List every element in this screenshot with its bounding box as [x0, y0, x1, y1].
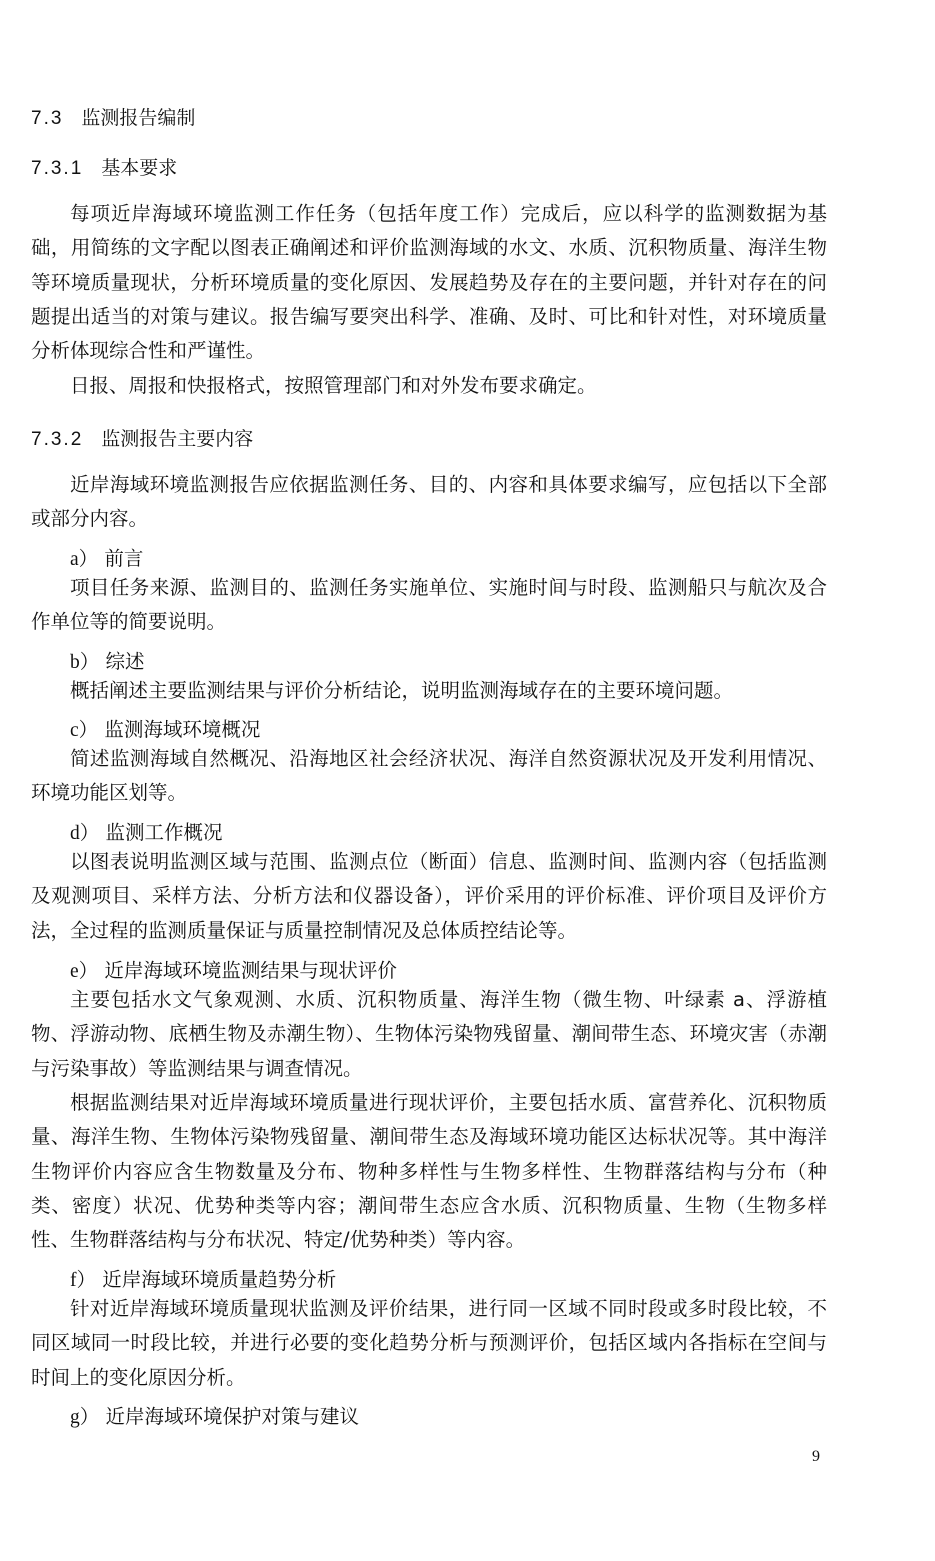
paragraph-item-a: 项目任务来源、监测目的、监测任务实施单位、实施时间与时段、监测船只与航次及合作单位等的简要说明。: [31, 576, 827, 634]
paragraph-item-f: 针对近岸海域环境质量现状监测及评价结果，进行同一区域不同时段或多时段比较，不同区域同一时段比较，并进行必要的变化趋势分析与预测评价，包括区域内各指标在空间与时间上的变化原因分析。: [31, 1297, 827, 1389]
paragraph-content-intro: 近岸海域环境监测报告应依据监测任务、目的、内容和具体要求编写，应包括以下全部或部分内容。: [31, 473, 827, 531]
item-label: 综述: [105, 650, 145, 673]
paragraph-report-formats: 日报、周报和快报格式，按照管理部门和对外发布要求确定。: [70, 374, 597, 397]
item-label: 近岸海域环境监测结果与现状评价: [104, 959, 397, 982]
list-item-b: [70, 646, 144, 674]
paragraph-item-c: 简述监测海域自然概况、沿海地区社会经济状况、海洋自然资源状况及开发利用情况、环境功能区划等。: [31, 747, 827, 805]
paragraph-item-d: 以图表说明监测区域与范围、监测点位（断面）信息、监测时间、监测内容（包括监测及观测项目、采样方法、分析方法和仪器设备），评价采用的评价标准、评价项目及评价方法，全过程的监测质量保证与质量控制情况及总体质控结论等。: [31, 850, 827, 942]
item-label: 近岸海域环境质量趋势分析: [102, 1268, 337, 1291]
section-number: 7.3: [31, 108, 64, 129]
list-item-f: [70, 1264, 336, 1292]
page-number: 9: [812, 1448, 820, 1465]
list-item-c: [70, 714, 260, 742]
item-label: 监测海域环境概况: [104, 718, 261, 741]
list-item-d: [70, 817, 222, 845]
item-marker: a）: [70, 549, 99, 570]
item-label: 前言: [104, 547, 144, 570]
paragraph-item-e-2: 根据监测结果对近岸海域环境质量进行现状评价，主要包括水质、富营养化、沉积物质量、海洋生物、生物体污染物残留量、潮间带生态及海域环境功能区达标状况等。其中海洋生物评价内容应含生物数量及分布、物种多样性与生物多样性、生物群落结构与分布（种类、密度）状况、优势种类等内容；潮间带生态应含水质、沉积物质量、生物（生物多样性、生物群落结构与分布状况、特定/优势种类）等内容。: [31, 1091, 827, 1252]
section-title: 监测报告主要内容: [101, 428, 254, 450]
item-marker: d）: [70, 823, 100, 844]
section-title: 基本要求: [101, 157, 178, 179]
paragraph-item-e-1: 主要包括水文气象观测、水质、沉积物质量、海洋生物（微生物、叶绿素 a、浮游植物、浮游动物、底栖生物及赤潮生物）、生物体污染物残留量、潮间带生态、环境灾害（赤潮与污染事故）等监测结果与调查情况。: [31, 988, 827, 1080]
paragraph-basic-requirements: 每项近岸海域环境监测工作任务（包括年度工作）完成后，应以科学的监测数据为基础，用简练的文字配以图表正确阐述和评价监测海域的水文、水质、沉积物质量、海洋生物等环境质量现状，分析环境质量的变化原因、发展趋势及存在的主要问题，并针对存在的问题提出适当的对策与建议。报告编写要突出科学、准确、及时、可比和针对性，对环境质量分析体现综合性和严谨性。: [31, 202, 827, 363]
item-marker: c）: [70, 720, 99, 741]
list-item-a: [70, 543, 143, 571]
item-label: 近岸海域环境保护对策与建议: [105, 1405, 359, 1428]
item-marker: e）: [70, 961, 99, 982]
list-item-g: [70, 1401, 359, 1429]
item-marker: g）: [70, 1407, 100, 1428]
item-label: 监测工作概况: [105, 821, 223, 844]
section-title: 监测报告编制: [81, 107, 196, 129]
list-item-e: [70, 955, 397, 983]
item-marker: f）: [70, 1270, 96, 1291]
section-heading-7-3: [31, 103, 195, 130]
section-number: 7.3.2: [31, 429, 84, 450]
section-number: 7.3.1: [31, 158, 84, 179]
paragraph-item-b: 概括阐述主要监测结果与评价分析结论，说明监测海域存在的主要环境问题。: [70, 679, 734, 702]
section-heading-7-3-1: [31, 153, 177, 180]
section-heading-7-3-2: [31, 424, 253, 451]
item-marker: b）: [70, 652, 100, 673]
